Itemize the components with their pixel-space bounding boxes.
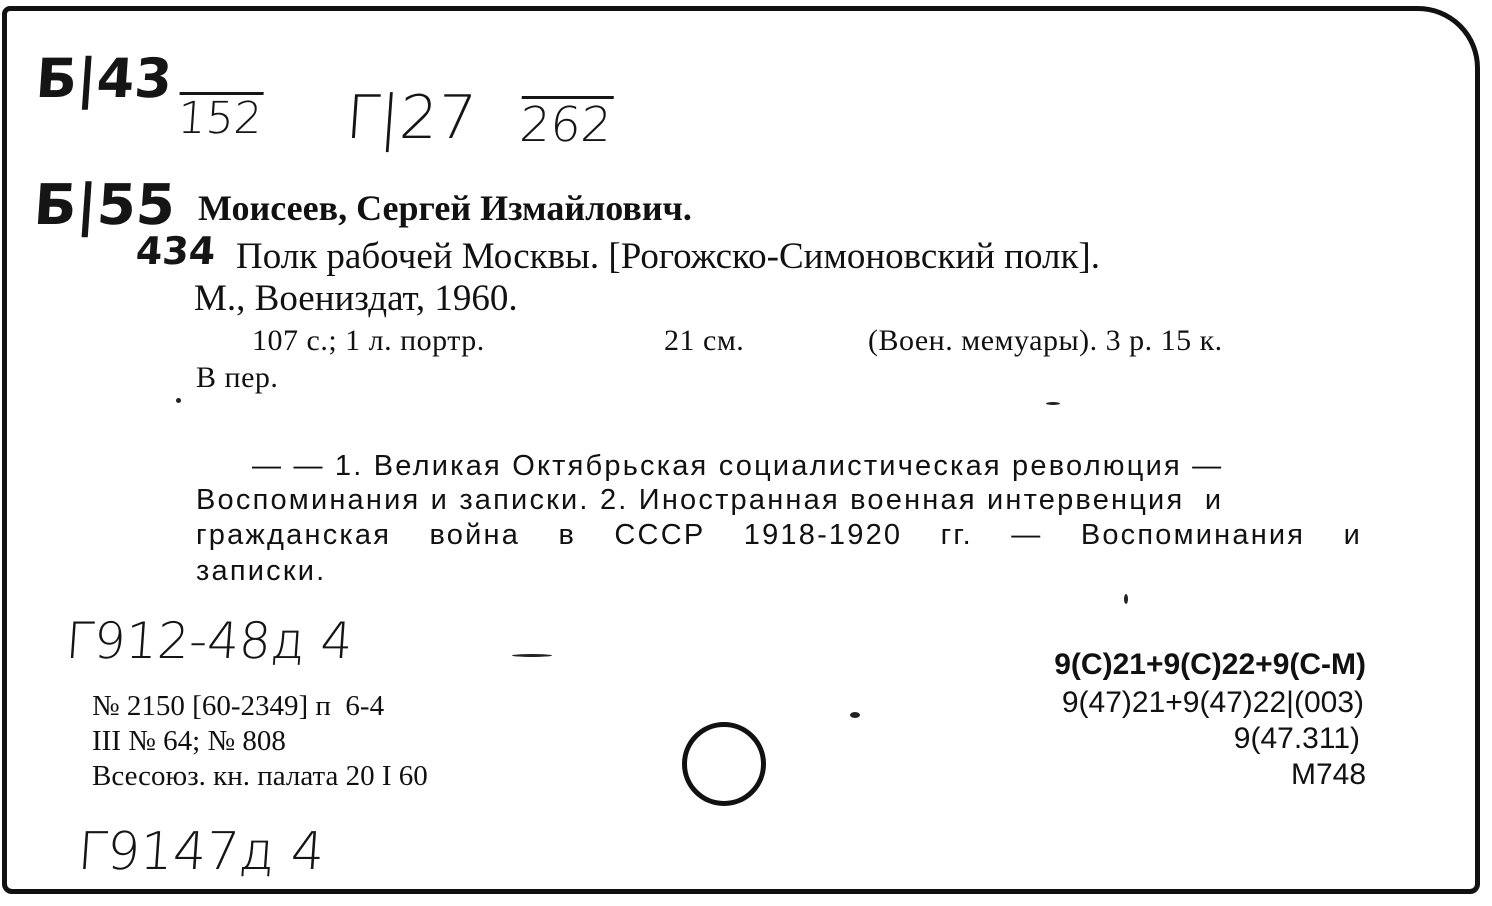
subject-word: —	[1011, 519, 1043, 551]
scan-speck	[176, 398, 181, 403]
subject-word: гражданская	[196, 519, 392, 551]
binding-note: В пер.	[196, 361, 279, 394]
subject-word: 1918-1920	[743, 519, 903, 551]
collation-pages: 107 с.; 1 л. портр.	[252, 324, 485, 357]
card-punch-hole	[682, 722, 766, 806]
subject-line-1: — — 1. Великая Октябрьская социалистическая революция —	[252, 450, 1224, 482]
classification-index-3: 9(47.311)	[1233, 722, 1360, 755]
handwritten-shelf-code-2: Г|27	[343, 83, 479, 153]
book-chamber-stamp: Всесоюз. кн. палата 20 I 60	[92, 760, 428, 792]
handwritten-side-subcode: 434	[134, 229, 217, 273]
subject-word: Воспоминания	[1080, 519, 1306, 551]
subject-word: война	[429, 519, 521, 551]
author-mark: М748	[1290, 758, 1366, 791]
subject-word: в	[558, 519, 577, 551]
collation-size: 21 см.	[664, 324, 745, 357]
author-heading: Моисеев, Сергей Измайлович.	[198, 188, 692, 228]
scan-speck	[1124, 594, 1128, 604]
subject-word: и	[1343, 519, 1362, 551]
book-title: Полк рабочей Москвы. [Рогожско-Симоновский полк].	[236, 236, 1100, 277]
imprint: М., Воениздат, 1960.	[194, 278, 518, 319]
series-and-price: (Воен. мемуары). 3 р. 15 к.	[868, 324, 1223, 357]
subject-word: гг.	[940, 519, 973, 551]
subject-line-4: записки.	[196, 555, 327, 587]
subject-word: СССР	[614, 519, 706, 551]
record-number: № 2150 [60-2349] п 6-4	[92, 690, 385, 722]
handwritten-side-code: Б|55	[31, 173, 178, 238]
handwritten-shelf-subcode-2: 262	[517, 97, 614, 153]
handwritten-shelf-subcode: 152	[176, 93, 264, 144]
handwritten-accession-2: Г9147д 4	[75, 822, 327, 882]
handwritten-accession-1: Г912-48д 4	[63, 612, 355, 670]
subject-line-2: Воспоминания и записки. 2. Иностранная военная интервенция и	[196, 484, 1224, 516]
classification-index-2: 9(47)21+9(47)22|(003)	[1061, 686, 1364, 719]
subject-line-3	[196, 521, 1362, 550]
classification-index-1: 9(С)21+9(С)22+9(С-М)	[1054, 648, 1366, 681]
print-run: III № 64; № 808	[92, 725, 286, 757]
scan-speck	[1046, 402, 1060, 405]
scan-speck	[850, 712, 860, 718]
handwritten-shelf-code: Б|43	[33, 47, 175, 110]
scan-speck	[512, 654, 552, 657]
